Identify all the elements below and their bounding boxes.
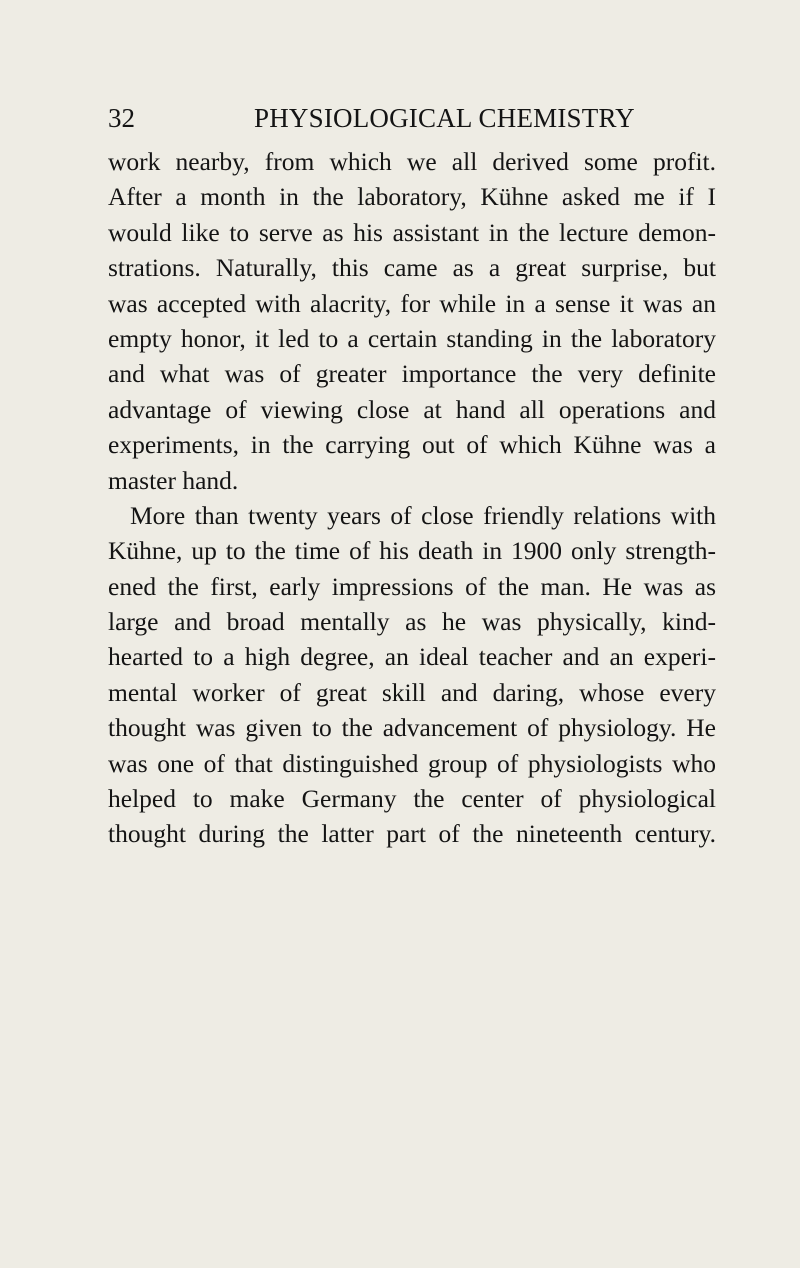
- text-line: ened the first, early impressions of the man. He was as: [108, 571, 716, 601]
- page-number: 32: [108, 103, 135, 133]
- text-line: and what was of greater importance the very definite: [108, 359, 716, 389]
- text-line: large and broad mentally as he was physically, kind-: [108, 607, 716, 637]
- text-line: was one of that distinguished group of physiologists who: [108, 748, 716, 778]
- running-title: PHYSIOLOGICAL CHEMISTRY: [254, 103, 635, 133]
- text-line: mental worker of great skill and daring, whose every: [108, 677, 716, 707]
- text-line: After a month in the laboratory, Kühne asked me if I: [108, 182, 716, 212]
- text-line: was accepted with alacrity, for while in a sense it was an: [108, 288, 716, 318]
- text-line: helped to make Germany the center of physiological: [108, 784, 716, 814]
- text-line: thought was given to the advancement of physiology. He: [108, 713, 716, 743]
- text-line: thought during the latter part of the nineteenth century.: [108, 819, 716, 849]
- text-line: would like to serve as his assistant in the lecture demon-: [108, 217, 716, 247]
- running-head: [108, 98, 708, 138]
- text-line: Kühne, up to the time of his death in 1900 only strength-: [108, 536, 716, 566]
- text-line: master hand.: [108, 465, 239, 495]
- body-text: [108, 144, 716, 852]
- text-line: strations. Naturally, this came as a great surprise, but: [108, 253, 716, 283]
- text-line: empty honor, it led to a certain standing in the laboratory: [108, 323, 716, 353]
- text-line: experiments, in the carrying out of which Kühne was a: [108, 430, 716, 460]
- text-line: hearted to a high degree, an ideal teacher and an experi-: [108, 642, 716, 672]
- text-line: More than twenty years of close friendly relations with: [130, 500, 716, 530]
- text-line: advantage of viewing close at hand all operations and: [108, 394, 716, 424]
- text-line: work nearby, from which we all derived some profit.: [108, 147, 716, 176]
